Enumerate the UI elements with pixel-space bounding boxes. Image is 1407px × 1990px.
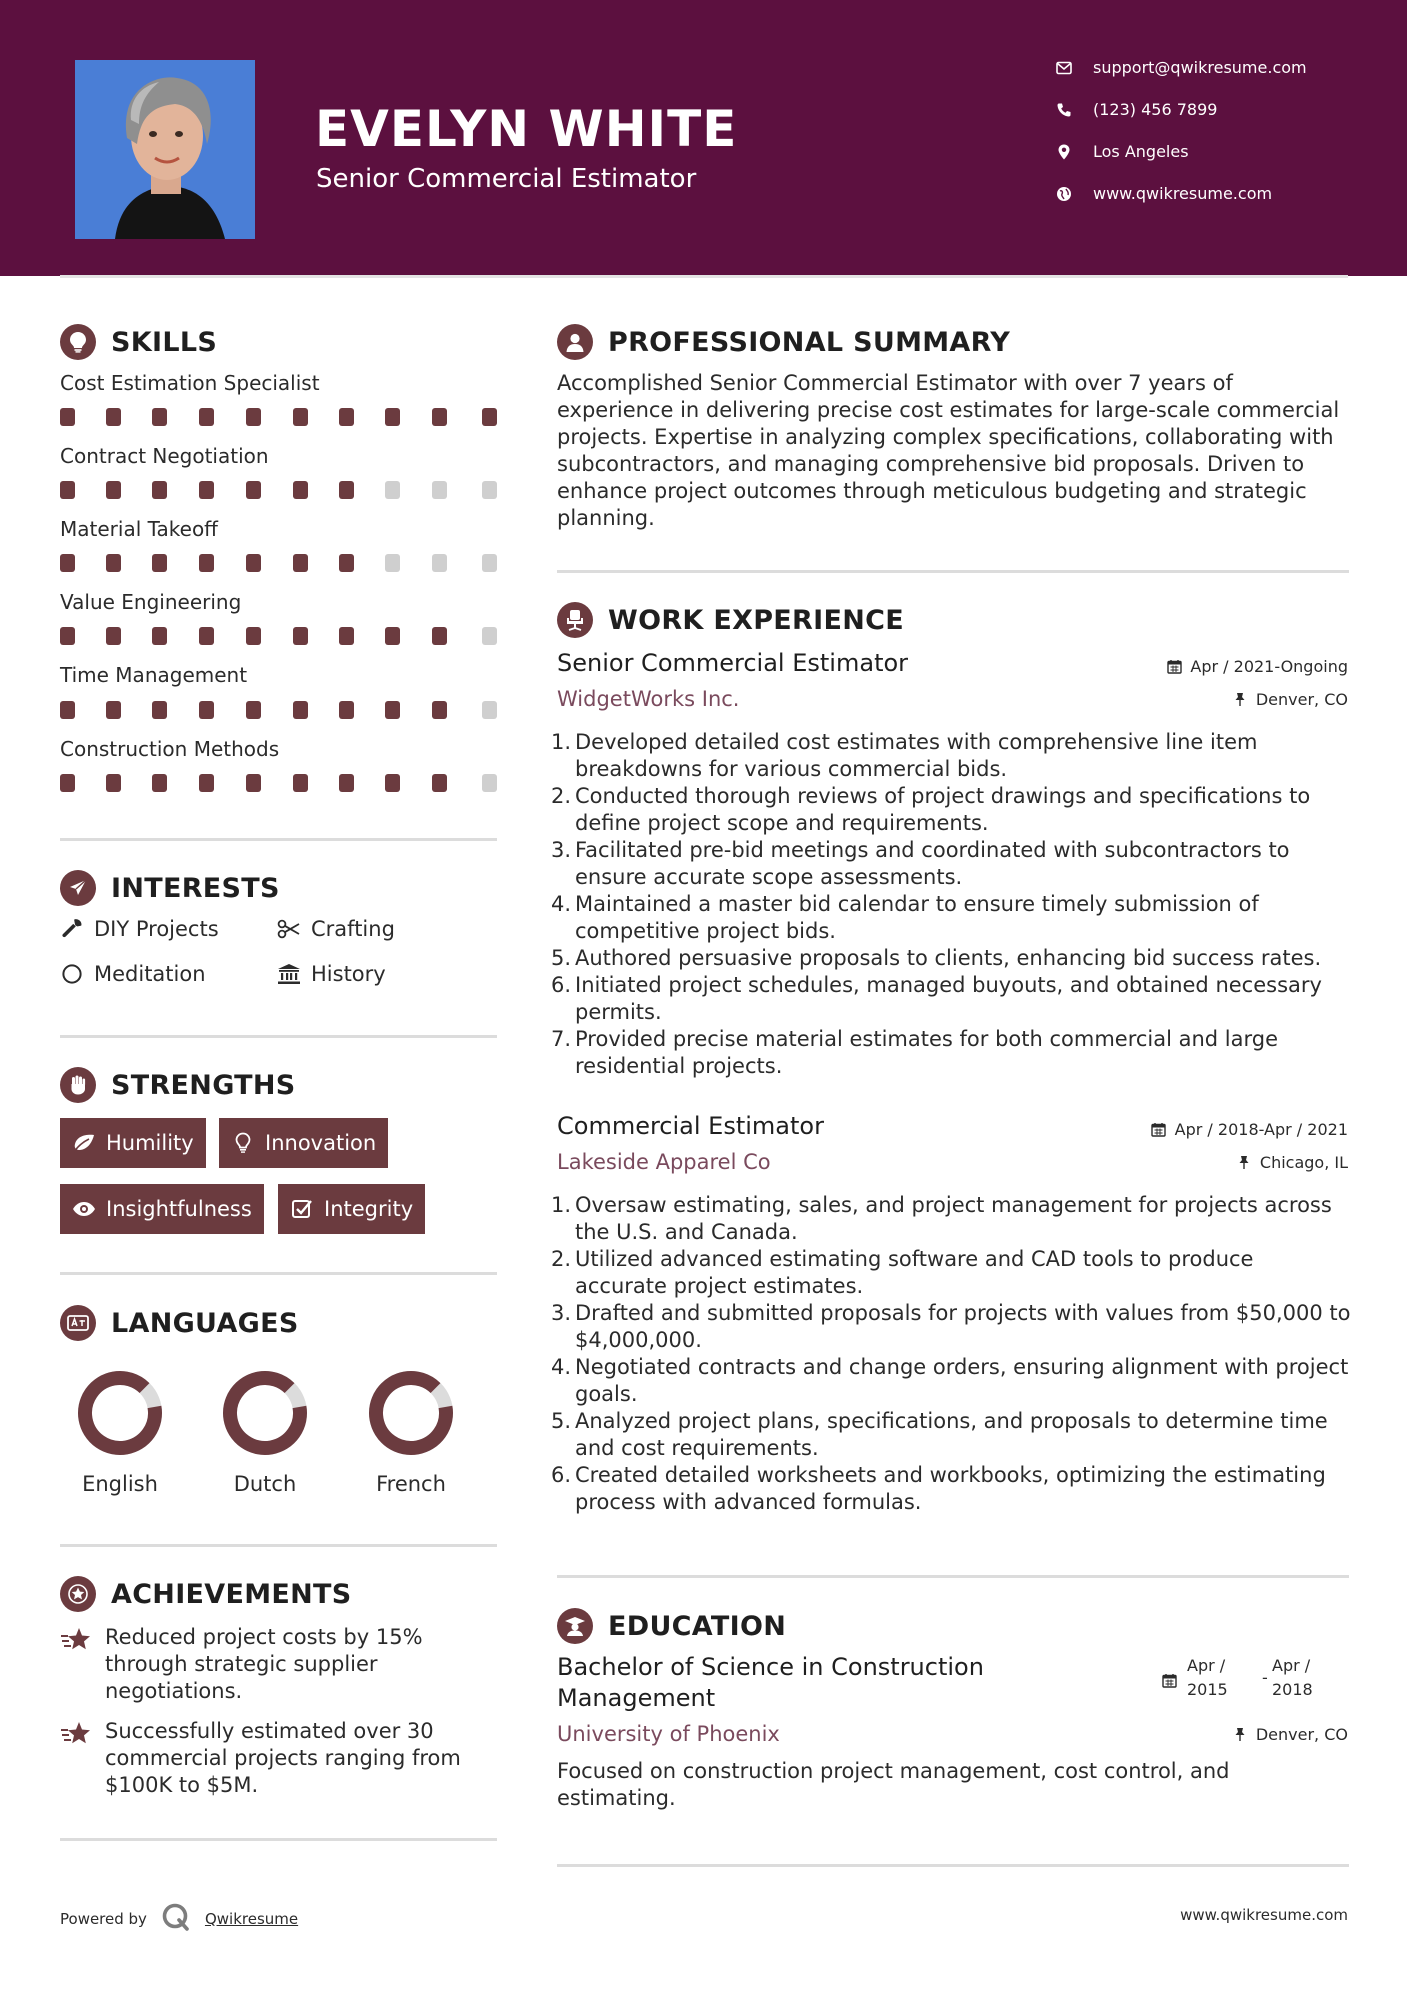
education-school: University of Phoenix	[557, 1722, 780, 1746]
skill-dot-empty	[482, 701, 497, 719]
qwikresume-logo-icon	[161, 1902, 191, 1936]
star-shooting-icon	[60, 1626, 92, 1654]
skill-dot-filled	[385, 774, 400, 792]
summary-divider	[557, 570, 1349, 573]
skill-dot-filled	[152, 554, 167, 572]
language-ring	[77, 1370, 163, 1456]
bullet-number: 3.	[551, 838, 572, 862]
skill-dot-filled	[385, 408, 400, 426]
job-bullet	[551, 1408, 1352, 1462]
experience-heading	[557, 602, 904, 638]
skill-dot-filled	[246, 554, 261, 572]
education-start-year: 2015	[1187, 1680, 1228, 1699]
user-icon	[557, 324, 593, 360]
skill-dot-filled	[152, 481, 167, 499]
contact-location-text: Los Angeles	[1093, 142, 1189, 161]
interest-label: DIY Projects	[94, 917, 219, 941]
skill-dot-filled	[246, 408, 261, 426]
skill-dot-filled	[385, 701, 400, 719]
skill-dot-filled	[199, 627, 214, 645]
strengths-heading	[60, 1067, 296, 1103]
job-dates	[1166, 657, 1348, 676]
bullet-number: 6.	[551, 973, 572, 997]
interest-label: Crafting	[311, 917, 395, 941]
job-bullets	[551, 729, 1352, 1080]
bullet-number: 1.	[551, 1193, 572, 1217]
education-location	[1232, 1725, 1348, 1744]
circle-icon	[60, 962, 84, 986]
skill-dot-filled	[246, 701, 261, 719]
skill-dot-filled	[432, 627, 447, 645]
skill-dot-empty	[482, 481, 497, 499]
skill-dot-empty	[482, 627, 497, 645]
bullet-text: Initiated project schedules, managed buyouts, and obtained necessary permits.	[575, 973, 1322, 1024]
job-company: WidgetWorks Inc.	[557, 687, 740, 711]
profile-photo	[75, 60, 255, 239]
skill-dot-filled	[199, 774, 214, 792]
museum-icon	[277, 962, 301, 986]
contact-location	[1055, 142, 1189, 161]
skill-dot-empty	[432, 481, 447, 499]
job-bullet	[551, 783, 1352, 837]
achievement-item	[60, 1624, 485, 1705]
skill-dot-filled	[339, 627, 354, 645]
bullet-number: 5.	[551, 946, 572, 970]
interest-history	[277, 962, 386, 986]
skill-rating	[60, 554, 497, 572]
candidate-title: Senior Commercial Estimator	[316, 164, 697, 194]
strength-innovation	[219, 1118, 388, 1168]
skills-divider	[60, 838, 497, 841]
skill-dot-empty	[385, 481, 400, 499]
bullet-text: Negotiated contracts and change orders, ensuring alignment with project goals.	[575, 1355, 1349, 1406]
skill-dot-filled	[293, 554, 308, 572]
lightbulb-icon	[231, 1131, 255, 1155]
education-start-month: Apr /	[1187, 1656, 1226, 1675]
skill-dot-filled	[106, 554, 121, 572]
bullet-number: 6.	[551, 1463, 572, 1487]
experience-heading-text: WORK EXPERIENCE	[608, 604, 904, 636]
bullet-text: Drafted and submitted proposals for projects with values from $50,000 to $4,000,000.	[575, 1301, 1351, 1352]
phone-icon	[1055, 101, 1073, 119]
skill-name: Cost Estimation Specialist	[60, 371, 320, 395]
education-heading	[557, 1608, 786, 1644]
job-bullets	[551, 1192, 1352, 1516]
skill-dot-filled	[482, 408, 497, 426]
job-bullet	[551, 837, 1352, 891]
job-bullet	[551, 1462, 1352, 1516]
skill-dot-filled	[60, 774, 75, 792]
skill-rating	[60, 408, 497, 426]
skill-dot-empty	[432, 554, 447, 572]
map-pin-icon	[1055, 143, 1073, 161]
summary-text: Accomplished Senior Commercial Estimator with over 7 years of experience in delivering precise cost estimates for large-scale commercial projects. Expertise in analyzing complex specifications, collaborating with subcontractors, and managing comprehensive bid proposals. Driven to enhance project outcomes through meticulous budgeting and strategic planning.	[557, 371, 1340, 530]
job-bullet	[551, 1354, 1352, 1408]
strength-label: Humility	[106, 1131, 194, 1155]
bullet-text: Authored persuasive proposals to clients, enhancing bid success rates.	[575, 946, 1322, 970]
contact-website-text: www.qwikresume.com	[1093, 184, 1273, 203]
job-bullet	[551, 1300, 1352, 1354]
interests-heading	[60, 870, 280, 906]
job-dates-text: Apr / 2021-Ongoing	[1190, 657, 1348, 676]
star-badge-icon	[60, 1576, 96, 1612]
education-date-separator: -	[1262, 1668, 1268, 1687]
job-bullet	[551, 945, 1352, 972]
skill-dot-filled	[432, 774, 447, 792]
skill-dot-filled	[106, 701, 121, 719]
skill-dot-filled	[432, 701, 447, 719]
bullet-text: Created detailed worksheets and workbooks, optimizing the estimating process with advanced formulas.	[575, 1463, 1326, 1514]
bullet-text: Analyzed project plans, specifications, and proposals to determine time and cost requirements.	[575, 1409, 1328, 1460]
envelope-icon	[1055, 59, 1073, 77]
skill-dot-filled	[199, 408, 214, 426]
job-bullet	[551, 972, 1352, 1026]
skill-dot-filled	[106, 774, 121, 792]
achievement-text: Reduced project costs by 15% through strategic supplier negotiations.	[105, 1625, 423, 1703]
skill-dot-filled	[60, 627, 75, 645]
paper-plane-icon	[60, 870, 96, 906]
skill-dot-filled	[152, 627, 167, 645]
fist-icon	[60, 1067, 96, 1103]
calendar-icon	[1151, 1122, 1167, 1138]
graduate-icon	[557, 1608, 593, 1644]
skill-dot-filled	[199, 554, 214, 572]
skill-dot-filled	[293, 408, 308, 426]
job-location	[1236, 1153, 1348, 1172]
bullet-number: 3.	[551, 1301, 572, 1325]
skill-rating	[60, 774, 497, 792]
skill-rating	[60, 481, 497, 499]
experience-divider	[557, 1575, 1349, 1578]
bullet-number: 5.	[551, 1409, 572, 1433]
education-end-date	[1272, 1654, 1313, 1702]
job-role: Senior Commercial Estimator	[557, 649, 909, 677]
footer-powered-by	[60, 1902, 298, 1936]
skill-dot-filled	[199, 481, 214, 499]
job-location-text: Denver, CO	[1255, 690, 1348, 709]
skill-dot-filled	[106, 408, 121, 426]
skill-dot-filled	[246, 774, 261, 792]
strength-humility	[60, 1118, 206, 1168]
skill-rating	[60, 701, 497, 719]
skill-dot-filled	[339, 554, 354, 572]
bullet-text: Facilitated pre-bid meetings and coordinated with subcontractors to ensure accurate scope assessments.	[575, 838, 1290, 889]
interests-divider	[60, 1035, 497, 1038]
skill-dot-filled	[339, 774, 354, 792]
contact-email[interactable]	[1055, 58, 1307, 77]
skill-dot-filled	[60, 481, 75, 499]
language-name: Dutch	[233, 1472, 297, 1496]
job-bullet	[551, 729, 1352, 783]
job-bullet	[551, 1192, 1352, 1246]
skill-dot-filled	[60, 554, 75, 572]
strengths-heading-text: STRENGTHS	[111, 1069, 296, 1101]
skill-dot-filled	[246, 627, 261, 645]
pushpin-icon	[1232, 1727, 1248, 1743]
skill-dot-filled	[246, 481, 261, 499]
skill-dot-filled	[60, 408, 75, 426]
bullet-text: Maintained a master bid calendar to ensure timely submission of competitive project bids.	[575, 892, 1259, 943]
wrench-icon	[60, 917, 84, 941]
skill-dot-filled	[339, 701, 354, 719]
skill-dot-filled	[106, 627, 121, 645]
skill-dot-empty	[482, 554, 497, 572]
education-end-year: 2018	[1272, 1680, 1313, 1699]
summary-heading-text: PROFESSIONAL SUMMARY	[608, 326, 1011, 358]
job-dates	[1151, 1120, 1348, 1139]
pushpin-icon	[1232, 692, 1248, 708]
skill-dot-filled	[199, 701, 214, 719]
bullet-number: 2.	[551, 784, 572, 808]
scissors-icon	[277, 917, 301, 941]
strengths-divider	[60, 1272, 497, 1275]
skill-rating	[60, 627, 497, 645]
education-heading-text: EDUCATION	[608, 1610, 787, 1642]
bullet-text: Provided precise material estimates for both commercial and large residential projects.	[575, 1027, 1279, 1078]
interest-label: History	[311, 962, 386, 986]
achievement-item	[60, 1718, 485, 1799]
leaf-icon	[72, 1131, 96, 1155]
job-location	[1232, 690, 1348, 709]
education-divider	[557, 1864, 1349, 1867]
languages-divider	[60, 1544, 497, 1547]
skill-name: Time Management	[60, 663, 248, 687]
strength-label: Integrity	[324, 1197, 414, 1221]
language-name: French	[376, 1472, 446, 1496]
skill-name: Value Engineering	[60, 590, 242, 614]
interest-diy-projects	[60, 917, 219, 941]
skill-dot-filled	[339, 481, 354, 499]
achievements-divider	[60, 1838, 497, 1841]
achievements-heading-text: ACHIEVEMENTS	[111, 1578, 352, 1610]
skill-dot-filled	[293, 481, 308, 499]
job-bullet	[551, 891, 1352, 945]
calendar-icon	[1162, 1673, 1178, 1689]
education-end-month: Apr /	[1272, 1656, 1311, 1675]
job-company: Lakeside Apparel Co	[557, 1150, 771, 1174]
strength-integrity	[278, 1184, 425, 1234]
eye-icon	[72, 1197, 96, 1221]
header-band	[0, 0, 1407, 276]
check-square-icon	[290, 1197, 314, 1221]
bullet-text: Developed detailed cost estimates with comprehensive line item breakdowns for various commercial bids.	[575, 730, 1258, 781]
interest-meditation	[60, 962, 206, 986]
skill-dot-filled	[293, 774, 308, 792]
bullet-number: 4.	[551, 1355, 572, 1379]
summary-heading	[557, 324, 1010, 360]
globe-icon	[1055, 185, 1073, 203]
bullet-number: 2.	[551, 1247, 572, 1271]
bullet-text: Utilized advanced estimating software and CAD tools to produce accurate project estimates.	[575, 1247, 1254, 1298]
job-bullet	[551, 1026, 1352, 1080]
job-dates-text: Apr / 2018-Apr / 2021	[1174, 1120, 1348, 1139]
calendar-icon	[1166, 659, 1182, 675]
job-bullet	[551, 1246, 1352, 1300]
interests-heading-text: INTERESTS	[111, 872, 280, 904]
strength-insightfulness	[60, 1184, 264, 1234]
bullet-text: Conducted thorough reviews of project drawings and specifications to define project scope and requirements.	[575, 784, 1311, 835]
skill-dot-filled	[106, 481, 121, 499]
skill-name: Contract Negotiation	[60, 444, 269, 468]
skill-dot-empty	[385, 554, 400, 572]
bullet-number: 7.	[551, 1027, 572, 1051]
star-shooting-icon	[60, 1720, 92, 1748]
skill-dot-filled	[339, 408, 354, 426]
candidate-name: EVELYN WHITE	[315, 100, 738, 158]
education-degree: Bachelor of Science in Construction Management	[557, 1653, 984, 1712]
header-divider	[60, 275, 1348, 278]
interest-crafting	[277, 917, 395, 941]
job-role: Commercial Estimator	[557, 1112, 824, 1140]
language-ring	[222, 1370, 308, 1456]
office-chair-icon	[557, 602, 593, 638]
skill-name: Construction Methods	[60, 737, 280, 761]
skill-dot-filled	[293, 627, 308, 645]
skill-dot-filled	[432, 408, 447, 426]
education-location-text: Denver, CO	[1255, 1725, 1348, 1744]
language-icon	[60, 1305, 96, 1341]
job-location-text: Chicago, IL	[1259, 1153, 1348, 1172]
contact-phone-text: (123) 456 7899	[1093, 100, 1218, 119]
skill-dot-filled	[152, 701, 167, 719]
footer-brand-link[interactable]: Qwikresume	[204, 1910, 299, 1928]
strength-label: Innovation	[265, 1131, 377, 1155]
skill-dot-filled	[152, 774, 167, 792]
skill-name: Material Takeoff	[60, 517, 218, 541]
strength-label: Insightfulness	[106, 1197, 252, 1221]
skill-dot-filled	[152, 408, 167, 426]
contact-email-text: support@qwikresume.com	[1093, 58, 1307, 77]
skill-dot-empty	[482, 774, 497, 792]
languages-heading-text: LANGUAGES	[111, 1307, 299, 1339]
pushpin-icon	[1236, 1155, 1252, 1171]
contact-phone[interactable]	[1055, 100, 1217, 119]
skills-heading-text: SKILLS	[111, 326, 218, 358]
education-start-date	[1187, 1654, 1228, 1702]
interest-label: Meditation	[94, 962, 206, 986]
achievement-text: Successfully estimated over 30 commercial projects ranging from $100K to $5M.	[105, 1719, 461, 1797]
skill-dot-filled	[385, 627, 400, 645]
bullet-text: Oversaw estimating, sales, and project management for projects across the U.S. and Canada.	[575, 1193, 1332, 1244]
bullet-number: 4.	[551, 892, 572, 916]
lightbulb-icon	[60, 324, 96, 360]
language-ring	[368, 1370, 454, 1456]
bullet-number: 1.	[551, 730, 572, 754]
achievements-heading	[60, 1576, 352, 1612]
education-description: Focused on construction project management, cost control, and estimating.	[557, 1759, 1230, 1810]
skill-dot-filled	[60, 701, 75, 719]
language-name: English	[82, 1472, 158, 1496]
skill-dot-filled	[293, 701, 308, 719]
languages-heading	[60, 1305, 299, 1341]
footer-website[interactable]: www.qwikresume.com	[1180, 1906, 1348, 1924]
footer-powered-label: Powered by	[60, 1910, 147, 1928]
contact-website[interactable]	[1055, 184, 1272, 203]
skills-heading	[60, 324, 217, 360]
